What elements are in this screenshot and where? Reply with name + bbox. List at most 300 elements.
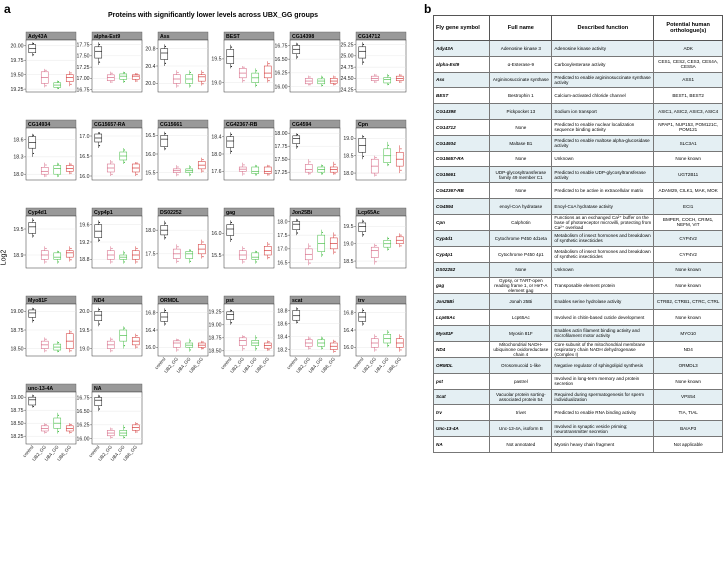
y-tick-label: 24.75: [340, 64, 354, 71]
box: [227, 137, 234, 148]
data-point: [99, 44, 100, 45]
box: [29, 310, 36, 317]
data-point: [297, 232, 298, 233]
x-tick-label: UB4_GG: [373, 356, 390, 374]
data-point: [190, 85, 191, 86]
function-cell: Enoyl-CoA hydratase activity: [552, 198, 654, 214]
y-tick-label: 18.6: [13, 137, 24, 144]
function-cell: Core subunit of the mitochondrial membrane respiratory chain NADH dehydrogenase (Complex I): [552, 341, 654, 357]
data-point: [322, 254, 323, 255]
function-cell: Metabolism of insect hormones and breakdown of synthetic insecticides: [552, 230, 654, 246]
data-point: [190, 261, 191, 262]
function-cell: Predicted to enable maltose alpha-glucosidase activity: [552, 135, 654, 151]
data-point: [177, 261, 178, 262]
y-tick-label: 16.4: [145, 327, 156, 334]
data-point: [111, 437, 112, 438]
data-point: [309, 246, 310, 247]
y-tick-label: 19.5: [343, 224, 354, 231]
orthologue-cell: None known: [654, 373, 723, 389]
y-tick-label: 19.5: [211, 56, 222, 63]
box: [161, 49, 168, 60]
x-tick-label: UB6_GG: [386, 356, 403, 374]
data-point: [268, 349, 269, 350]
data-point: [45, 350, 46, 351]
x-tick-label: UB6_GG: [254, 356, 271, 374]
box: [305, 164, 312, 172]
gene-symbol-cell: CG14712: [434, 119, 490, 135]
orthologue-cell: SLC3A1: [654, 135, 723, 151]
y-tick-label: 17.0: [79, 133, 90, 140]
gene-symbol-cell: Cpn: [434, 214, 490, 230]
facet-title: Cyp4p1: [94, 210, 113, 216]
data-point: [58, 175, 59, 176]
box: [198, 75, 205, 82]
table-row: [434, 56, 723, 72]
table-row: [434, 421, 723, 437]
data-point: [297, 146, 298, 147]
y-tick-label: 17.50: [76, 53, 90, 60]
y-tick-label: 24.50: [340, 76, 354, 83]
data-point: [45, 339, 46, 340]
data-point: [33, 320, 34, 321]
data-point: [33, 308, 34, 309]
data-point: [111, 339, 112, 340]
full-name-cell: Pickpocket 13: [490, 104, 552, 120]
data-point: [165, 46, 166, 47]
data-point: [322, 165, 323, 166]
y-tick-label: 16.0: [145, 345, 156, 352]
x-tick-label: UB2_GG: [229, 356, 246, 374]
data-point: [400, 74, 401, 75]
function-cell: Transposable element protein: [552, 278, 654, 294]
data-point: [111, 161, 112, 162]
data-point: [111, 248, 112, 249]
data-point: [33, 395, 34, 396]
data-point: [202, 241, 203, 242]
data-point: [400, 336, 401, 337]
gene-symbol-cell: CG4594: [434, 198, 490, 214]
table-row: [434, 357, 723, 373]
box: [227, 312, 234, 320]
x-tick-label: control: [285, 356, 299, 371]
y-tick-label: 18.0: [211, 151, 222, 158]
data-point: [231, 239, 232, 240]
data-point: [70, 72, 71, 73]
y-tick-label: 19.00: [208, 322, 222, 329]
y-tick-label: 19.2: [79, 239, 90, 246]
table-row: [434, 436, 723, 452]
table-row: [434, 88, 723, 104]
gene-symbol-cell: ND4: [434, 341, 490, 357]
data-point: [111, 174, 112, 175]
data-point: [70, 259, 71, 260]
full-name-cell: trivet: [490, 405, 552, 421]
y-tick-label: 19.25: [10, 86, 24, 93]
data-point: [165, 323, 166, 324]
data-point: [165, 63, 166, 64]
full-name-cell: None: [490, 151, 552, 167]
data-point: [202, 256, 203, 257]
y-tick-label: 16.50: [274, 56, 288, 63]
facet-title: CG14712: [358, 34, 381, 40]
table-row: [434, 373, 723, 389]
data-point: [334, 173, 335, 174]
data-point: [243, 173, 244, 174]
data-point: [256, 70, 257, 71]
box: [54, 166, 61, 175]
data-point: [165, 310, 166, 311]
full-name-cell: Gypsy, or TART-open reading frame 1, or HeT-A element gag: [490, 278, 552, 294]
full-name-cell: Myosin 81F: [490, 326, 552, 342]
full-name-cell: None: [490, 119, 552, 135]
facet-title: CG4594: [292, 122, 312, 128]
y-tick-label: 16.4: [343, 327, 354, 334]
data-point: [33, 406, 34, 407]
orthologue-cell: BAIAP3: [654, 421, 723, 437]
box: [264, 167, 271, 174]
data-point: [58, 164, 59, 165]
y-tick-label: 16.0: [79, 173, 90, 180]
y-tick-label: 19.0: [211, 80, 222, 87]
data-point: [297, 134, 298, 135]
header-gene-symbol: Fly gene symbol: [434, 16, 490, 41]
gene-symbol-cell: Ass: [434, 72, 490, 88]
data-point: [136, 174, 137, 175]
y-tick-label: 20.0: [145, 81, 156, 88]
data-point: [334, 76, 335, 77]
table-row: [434, 198, 723, 214]
y-tick-label: 17.00: [76, 76, 90, 83]
y-tick-label: 18.0: [277, 219, 288, 226]
y-tick-label: 17.0: [277, 246, 288, 253]
data-point: [177, 349, 178, 350]
data-point: [45, 424, 46, 425]
box: [66, 75, 73, 82]
data-point: [297, 322, 298, 323]
function-cell: Involved in long-term memory and protein secretion: [552, 373, 654, 389]
data-point: [111, 261, 112, 262]
data-point: [388, 238, 389, 239]
data-point: [400, 148, 401, 149]
data-point: [45, 175, 46, 176]
data-point: [99, 132, 100, 133]
data-point: [58, 81, 59, 82]
data-point: [363, 62, 364, 63]
gene-symbol-cell: CG14934: [434, 135, 490, 151]
data-point: [334, 84, 335, 85]
y-tick-label: 16.00: [76, 436, 90, 443]
data-point: [58, 415, 59, 416]
full-name-cell: Calphotin: [490, 214, 552, 230]
data-point: [33, 235, 34, 236]
data-point: [375, 74, 376, 75]
data-point: [70, 432, 71, 433]
y-tick-label: 16.0: [211, 231, 222, 238]
facet-title: alpha-Est9: [94, 34, 121, 40]
data-point: [45, 70, 46, 71]
table-header-row: [434, 16, 723, 41]
orthologue-cell: ASIC1, ASIC2, ASIC3, ASIC4: [654, 104, 723, 120]
y-tick-label: 18.6: [277, 321, 288, 328]
table-row: [434, 294, 723, 310]
facet-title: BEST: [226, 34, 240, 40]
data-point: [322, 85, 323, 86]
data-point: [136, 248, 137, 249]
function-cell: Functions as an exchanged Ca²⁺ buffer on the base of photoreceptor microvilli, protecting from Ca²⁺ overload: [552, 214, 654, 230]
data-point: [111, 73, 112, 74]
data-point: [99, 323, 100, 324]
data-point: [136, 431, 137, 432]
facet-title: ORMDL: [160, 298, 180, 304]
y-tick-label: 19.0: [343, 241, 354, 248]
data-point: [70, 172, 71, 173]
y-tick-label: 18.3: [13, 154, 24, 161]
data-point: [99, 62, 100, 63]
data-point: [268, 341, 269, 342]
y-tick-label: 18.0: [13, 172, 24, 179]
data-point: [45, 85, 46, 86]
y-tick-label: 18.5: [343, 258, 354, 265]
data-point: [363, 136, 364, 137]
y-tick-label: 16.25: [76, 422, 90, 429]
table-row: [434, 119, 723, 135]
data-point: [256, 348, 257, 349]
data-point: [165, 222, 166, 223]
y-tick-label: 16.5: [145, 133, 156, 140]
full-name-cell: Argininosuccinate synthase: [490, 72, 552, 88]
data-point: [231, 322, 232, 323]
box: [173, 341, 180, 348]
full-name-cell: Maltase B1: [490, 135, 552, 151]
table-row: [434, 310, 723, 326]
data-point: [268, 244, 269, 245]
full-name-cell: None: [490, 183, 552, 199]
box: [95, 397, 102, 405]
data-point: [375, 81, 376, 82]
gene-symbol-cell: CG14398: [434, 104, 490, 120]
gene-symbol-cell: NA: [434, 436, 490, 452]
data-point: [124, 149, 125, 150]
x-tick-label: UB4_GG: [109, 444, 126, 462]
function-cell: Unknown: [552, 151, 654, 167]
y-tick-label: 16.8: [145, 310, 156, 317]
data-point: [111, 81, 112, 82]
data-point: [70, 350, 71, 351]
function-cell: Enables serine hydrolase activity: [552, 294, 654, 310]
orthologue-cell: CES1, CES2, CES3, CES4A, CES5A: [654, 56, 723, 72]
data-point: [177, 166, 178, 167]
data-point: [309, 76, 310, 77]
full-name-cell: Jonah 25Bi: [490, 294, 552, 310]
data-point: [177, 85, 178, 86]
data-point: [124, 437, 125, 438]
gene-symbol-cell: pst: [434, 373, 490, 389]
y-tick-label: 19.6: [79, 222, 90, 229]
data-point: [297, 44, 298, 45]
y-tick-label: 24.25: [340, 87, 354, 94]
data-point: [309, 348, 310, 349]
gene-symbol-cell: gag: [434, 278, 490, 294]
y-tick-label: 18.9: [13, 252, 24, 259]
y-tick-label: 20.4: [145, 63, 156, 70]
y-tick-label: 19.75: [10, 58, 24, 65]
y-tick-label: 19.25: [208, 309, 222, 316]
data-point: [231, 66, 232, 67]
data-point: [375, 157, 376, 158]
facet-title: CG15661: [160, 122, 183, 128]
y-tick-label: 16.50: [76, 408, 90, 415]
orthologue-cell: None known: [654, 310, 723, 326]
gene-symbol-cell: Cyp4p1: [434, 246, 490, 262]
facet-title: Cyp4d1: [28, 210, 47, 216]
data-point: [70, 164, 71, 165]
data-point: [45, 261, 46, 262]
data-point: [388, 332, 389, 333]
data-point: [33, 153, 34, 154]
function-cell: Predicted to enable RNA binding activity: [552, 405, 654, 421]
full-name-cell: Vacuolar protein sorting-associated protein 54: [490, 389, 552, 405]
full-name-cell: Cytochrome P450 4d1eta: [490, 230, 552, 246]
data-point: [334, 341, 335, 342]
box: [384, 78, 391, 83]
table-row: [434, 135, 723, 151]
data-point: [231, 310, 232, 311]
data-point: [124, 81, 125, 82]
y-tick-label: 16.75: [76, 395, 90, 402]
facet-title: Jon25Bi: [292, 210, 313, 216]
y-tick-label: 17.25: [274, 170, 288, 176]
facet-title: CG14398: [292, 34, 315, 40]
x-tick-label: UB6_GG: [122, 444, 139, 462]
data-point: [363, 156, 364, 157]
data-point: [334, 252, 335, 253]
function-cell: Involved in synaptic vesicle priming; neurotransmitter secretion: [552, 421, 654, 437]
data-point: [322, 77, 323, 78]
orthologue-cell: ASS1: [654, 72, 723, 88]
data-point: [297, 56, 298, 57]
gene-symbol-cell: Cyp4d1: [434, 230, 490, 246]
data-point: [309, 173, 310, 174]
data-point: [99, 222, 100, 223]
y-tick-label: 16.0: [343, 345, 354, 352]
y-tick-label: 18.0: [343, 170, 354, 177]
y-tick-label: 16.75: [274, 43, 288, 50]
data-point: [177, 339, 178, 340]
data-point: [256, 165, 257, 166]
gene-symbol-cell: Lcp65Ac: [434, 310, 490, 326]
box: [54, 253, 61, 259]
orthologue-cell: ADAM29, CILK1, MAK, MOK: [654, 183, 723, 199]
gene-symbol-cell: CG42367-RB: [434, 183, 490, 199]
data-point: [190, 174, 191, 175]
box: [252, 167, 259, 174]
data-point: [177, 72, 178, 73]
data-point: [58, 342, 59, 343]
data-point: [243, 67, 244, 68]
data-point: [297, 308, 298, 309]
y-tick-label: 20.00: [10, 43, 24, 50]
orthologue-cell: ORMDL3: [654, 357, 723, 373]
box: [239, 338, 246, 346]
orthologue-cell: BEST1, BEST2: [654, 88, 723, 104]
data-point: [243, 336, 244, 337]
table-row: [434, 326, 723, 342]
x-tick-label: UB4_GG: [307, 356, 324, 374]
gene-symbol-cell: trv: [434, 405, 490, 421]
data-point: [375, 261, 376, 262]
data-point: [256, 251, 257, 252]
y-tick-label: 20.8: [145, 46, 156, 53]
orthologue-cell: BMPER, COCH, CRIM1, NEFM, VIT: [654, 214, 723, 230]
function-cell: Enables actin filament binding activity and microfilament motor activity: [552, 326, 654, 342]
data-point: [268, 174, 269, 175]
data-point: [363, 44, 364, 45]
data-point: [297, 220, 298, 221]
x-tick-label: UB6_GG: [56, 444, 73, 462]
y-tick-label: 18.25: [10, 434, 24, 440]
data-point: [400, 170, 401, 171]
data-point: [202, 159, 203, 160]
table-row: [434, 341, 723, 357]
data-point: [400, 349, 401, 350]
table-row: [434, 246, 723, 262]
box: [66, 251, 73, 258]
facet-title: Ass: [160, 34, 170, 40]
data-point: [70, 424, 71, 425]
gene-symbol-cell: CG15661: [434, 167, 490, 183]
data-point: [322, 348, 323, 349]
facet-title: Myo81F: [28, 298, 48, 304]
orthologue-cell: None known: [654, 262, 723, 278]
data-point: [165, 148, 166, 149]
box: [95, 311, 102, 320]
orthologue-cell: NPAP1, NUP153, POM121C, POM121: [654, 119, 723, 135]
data-point: [256, 261, 257, 262]
y-tick-label: 19.0: [79, 346, 90, 353]
function-cell: Calcium-activated chloride channel: [552, 88, 654, 104]
data-point: [70, 84, 71, 85]
gene-symbol-cell: Jon25Bi: [434, 294, 490, 310]
full-name-cell: Lcp65Ac: [490, 310, 552, 326]
y-tick-label: 17.6: [211, 169, 222, 176]
full-name-cell: Orosomucoid 1-like: [490, 357, 552, 373]
data-point: [334, 235, 335, 236]
function-cell: Myosin heavy chain fragment: [552, 436, 654, 452]
facet-title: scat: [292, 298, 303, 304]
data-point: [136, 335, 137, 336]
x-tick-label: UB2_GG: [97, 444, 114, 462]
y-tick-label: 16.00: [274, 84, 288, 91]
y-tick-label: 18.00: [274, 131, 288, 137]
orthologue-cell: None known: [654, 278, 723, 294]
full-name-cell: enoyl-CoA hydratase: [490, 198, 552, 214]
x-tick-label: control: [87, 444, 101, 459]
data-point: [268, 80, 269, 81]
data-point: [322, 338, 323, 339]
data-point: [177, 246, 178, 247]
function-cell: Predicted to be active in extracellular matrix: [552, 183, 654, 199]
y-tick-label: 18.5: [343, 153, 354, 160]
header-orthologues: Potential human orthologue(s): [654, 16, 723, 41]
data-point: [363, 310, 364, 311]
data-point: [58, 88, 59, 89]
box: [227, 225, 234, 236]
x-tick-label: UB2_GG: [295, 356, 312, 374]
table-row: [434, 278, 723, 294]
function-cell: Predicted to enable argininosuccinate synthase activity: [552, 72, 654, 88]
function-cell: Carboxylesterase activity: [552, 56, 654, 72]
box: [29, 223, 36, 234]
